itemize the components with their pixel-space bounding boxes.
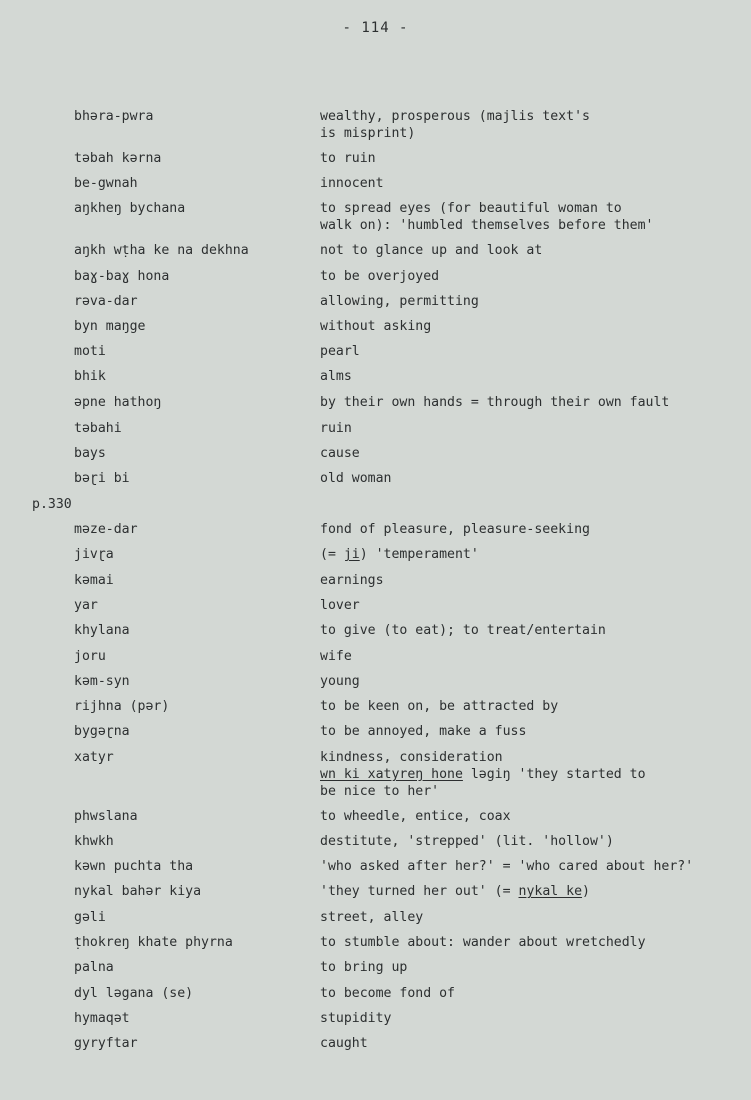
entry-gloss: alms <box>320 369 352 384</box>
entry-gloss: (= ji) 'temperament' <box>320 547 479 562</box>
entry-gloss: innocent <box>320 176 384 191</box>
entry-gloss: to bring up <box>320 960 408 975</box>
entry-term: aŋkheŋ bychana <box>74 201 186 216</box>
entry-term: yar <box>74 598 98 613</box>
entry-term: kəm-syn <box>74 674 130 689</box>
entry-term: gəli <box>74 910 106 925</box>
entry-term: əpne hathoŋ <box>74 395 162 410</box>
entry-gloss: 'who asked after her?' = 'who cared about her?' <box>320 859 694 874</box>
entry-term: bays <box>74 446 106 461</box>
entry-term: dyl ləgana (se) <box>74 986 194 1001</box>
entry-term: kəmai <box>74 573 114 588</box>
entry-gloss: stupidity <box>320 1011 392 1026</box>
entry-term: bygəɽna <box>74 724 130 739</box>
entry-term: ṭhokreŋ khate phyrna <box>74 935 233 950</box>
entry-gloss: to spread eyes (for beautiful woman to walk on): 'humbled themselves before them' <box>320 201 654 233</box>
entry-gloss: earnings <box>320 573 384 588</box>
entry-gloss: wife <box>320 649 352 664</box>
entry-gloss: wealthy, prosperous (majlis text's is misprint) <box>320 109 590 141</box>
entry-gloss: allowing, permitting <box>320 294 479 309</box>
entry-term: gyryftar <box>74 1036 138 1051</box>
entry-term: byn maŋge <box>74 319 146 334</box>
entry-term: hymaqət <box>74 1011 130 1026</box>
entry-gloss: pearl <box>320 344 360 359</box>
entry-term: jivɽa <box>74 547 114 562</box>
entry-term: təbah kərna <box>74 151 162 166</box>
underlined-text: ji <box>343 547 360 562</box>
entry-gloss: not to glance up and look at <box>320 243 543 258</box>
entry-term: khylana <box>74 623 130 638</box>
entry-gloss: street, alley <box>320 910 424 925</box>
entry-gloss: to ruin <box>320 151 376 166</box>
entry-gloss: fond of pleasure, pleasure-seeking <box>320 522 590 537</box>
entry-term: aŋkh wṭha ke na dekhna <box>74 243 249 258</box>
entry-gloss: lover <box>320 598 360 613</box>
entry-gloss: to be overjoyed <box>320 269 440 284</box>
entry-gloss: destitute, 'strepped' (lit. 'hollow') <box>320 834 614 849</box>
entry-gloss: 'they turned her out' (= nykal ke) <box>320 884 590 899</box>
entry-term: joru <box>74 649 106 664</box>
entry-gloss: cause <box>320 446 360 461</box>
entry-term: nykal bahər kiya <box>74 884 202 899</box>
underlined-text: wn ki xatyreŋ hone <box>320 767 463 782</box>
entry-term: rijhna (pər) <box>74 699 170 714</box>
entry-term: rəva-dar <box>74 294 138 309</box>
entry-gloss: to wheedle, entice, coax <box>320 809 511 824</box>
entry-gloss: old woman <box>320 471 392 486</box>
entry-gloss: to stumble about: wander about wretchedly <box>320 935 646 950</box>
entry-term: be-gwnah <box>74 176 138 191</box>
entry-term: phwslana <box>74 809 138 824</box>
entry-gloss: to give (to eat); to treat/entertain <box>320 623 606 638</box>
entry-gloss: ruin <box>320 421 352 436</box>
entry-term: bhik <box>74 369 106 384</box>
entry-term: khwkh <box>74 834 114 849</box>
entry-term: kəwn puchta tha <box>74 859 194 874</box>
entry-term: xatyr <box>74 750 114 765</box>
entry-gloss: to be annoyed, make a fuss <box>320 724 527 739</box>
entry-term: məze-dar <box>74 522 138 537</box>
entry-term: moti <box>74 344 106 359</box>
entry-gloss: by their own hands = through their own fault <box>320 395 670 410</box>
section-label: p.330 <box>32 497 72 512</box>
entry-term: bəɽi bi <box>74 471 130 486</box>
entry-term: bhəra-pwra <box>74 109 154 124</box>
entry-term: baɣ-baɣ hona <box>74 269 170 284</box>
entry-gloss: young <box>320 674 360 689</box>
entry-gloss: without asking <box>320 319 432 334</box>
entry-gloss: to be keen on, be attracted by <box>320 699 559 714</box>
entry-gloss: caught <box>320 1036 368 1051</box>
entry-term: təbahi <box>74 421 122 436</box>
entry-term: palna <box>74 960 114 975</box>
page-number: - 114 - <box>342 20 409 36</box>
entry-gloss: to become fond of <box>320 986 455 1001</box>
entry-gloss: kindness, consideration wn ki xatyreŋ hone ləgiŋ 'they started to be nice to her' <box>320 750 646 799</box>
underlined-text: nykal ke <box>518 884 583 899</box>
